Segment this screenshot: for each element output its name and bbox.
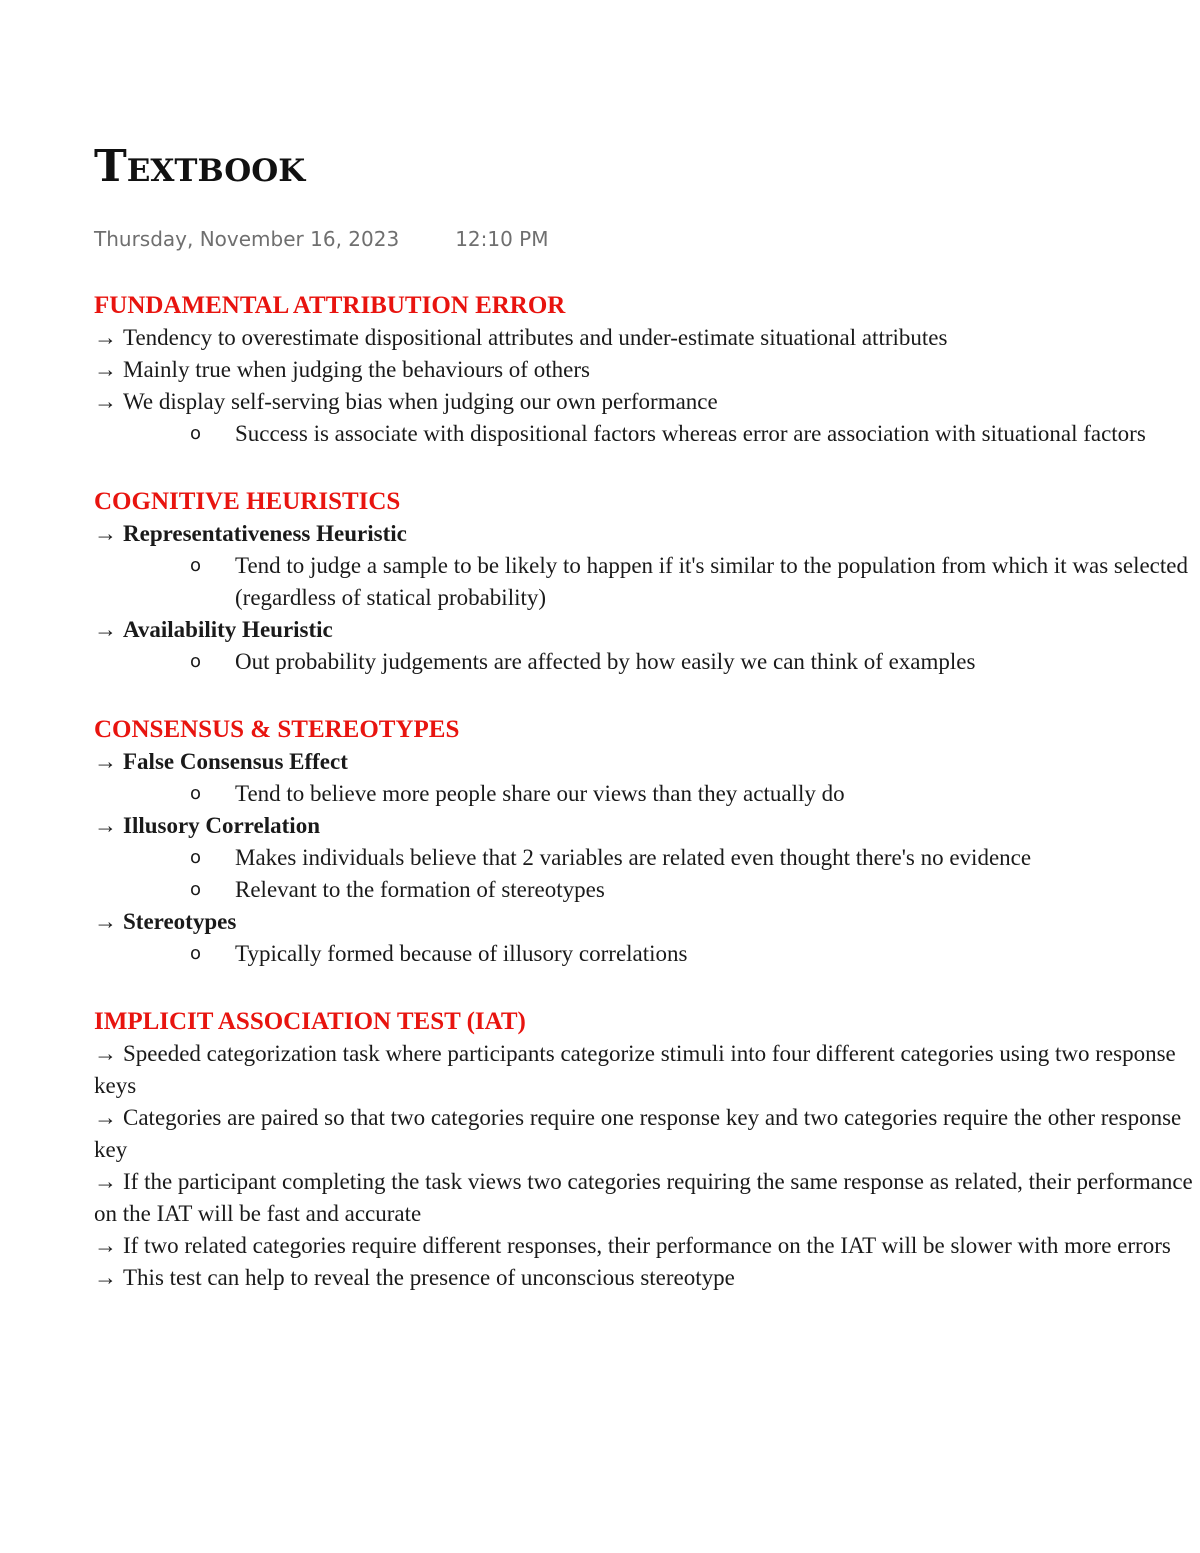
arrow-icon: → [94, 389, 117, 414]
bullet-icon: o [190, 423, 202, 444]
section-heading: IMPLICIT ASSOCIATION TEST (IAT) [94, 1008, 526, 1035]
section-heading: FUNDAMENTAL ATTRIBUTION ERROR [94, 292, 566, 319]
bullet-icon: o [190, 651, 202, 672]
arrow-icon: → [94, 749, 117, 774]
arrow-icon: → [94, 1105, 117, 1130]
list-item: → If the participant completing the task views two categories requiring the same response as related, their performance on the IAT will be fast and accurate [94, 1169, 1193, 1226]
sub-list-item: o Relevant to the formation of stereotypes [94, 874, 1195, 906]
page-title[interactable]: Textbook [94, 141, 306, 192]
bullet-icon: o [190, 783, 202, 804]
note-page [94, 140, 1194, 1294]
section-implicit-association-test [94, 1006, 1194, 1294]
arrow-icon: → [94, 813, 117, 838]
arrow-icon: → [94, 357, 117, 382]
list-item: → We display self-serving bias when judging our own performance [94, 389, 718, 414]
bullet-icon: o [190, 847, 202, 868]
list-item: → Illusory Correlation [94, 813, 320, 838]
note-timestamp [94, 224, 1194, 254]
sub-list-item: o Success is associate with dispositional factors whereas error are association with situational factors [94, 418, 1195, 450]
arrow-icon: → [94, 909, 117, 934]
sub-list-item: o Tend to believe more people share our views than they actually do [94, 778, 1195, 810]
list-item: → Mainly true when judging the behaviours of others [94, 357, 590, 382]
list-item: → Speeded categorization task where participants categorize stimuli into four different categories using two response keys [94, 1041, 1176, 1098]
sub-list-item: o Typically formed because of illusory correlations [94, 938, 1195, 970]
section-heading: CONSENSUS & STEREOTYPES [94, 716, 460, 743]
sub-list-item: o Makes individuals believe that 2 variables are related even thought there's no evidence [94, 842, 1195, 874]
list-item: → If two related categories require different responses, their performance on the IAT will be slower with more errors [94, 1233, 1171, 1258]
note-time: 12:10 PM [455, 227, 549, 251]
sub-list-item: o Out probability judgements are affected by how easily we can think of examples [94, 646, 1195, 678]
arrow-icon: → [94, 521, 117, 546]
list-item: → Tendency to overestimate dispositional attributes and under-estimate situational attributes [94, 325, 948, 350]
section-cognitive-heuristics [94, 486, 1194, 678]
bullet-icon: o [190, 943, 202, 964]
section-fundamental-attribution-error [94, 290, 1194, 450]
list-item: → Availability Heuristic [94, 617, 333, 642]
bullet-icon: o [190, 555, 202, 576]
arrow-icon: → [94, 1265, 117, 1290]
section-heading: COGNITIVE HEURISTICS [94, 488, 401, 515]
arrow-icon: → [94, 1041, 117, 1066]
arrow-icon: → [94, 1233, 117, 1258]
bullet-icon: o [190, 879, 202, 900]
note-date: Thursday, November 16, 2023 [94, 227, 400, 251]
section-consensus-stereotypes [94, 714, 1194, 970]
list-item: → Representativeness Heuristic [94, 521, 407, 546]
list-item: → Categories are paired so that two categories require one response key and two categories require the other response key [94, 1105, 1182, 1162]
list-item: → Stereotypes [94, 909, 237, 934]
arrow-icon: → [94, 617, 117, 642]
sub-list-item: o Tend to judge a sample to be likely to happen if it's similar to the population from which it was selected (regardless of statical probability) [94, 550, 1195, 614]
arrow-icon: → [94, 325, 117, 350]
list-item: → This test can help to reveal the presence of unconscious stereotype [94, 1265, 735, 1290]
list-item: → False Consensus Effect [94, 749, 348, 774]
arrow-icon: → [94, 1169, 117, 1194]
